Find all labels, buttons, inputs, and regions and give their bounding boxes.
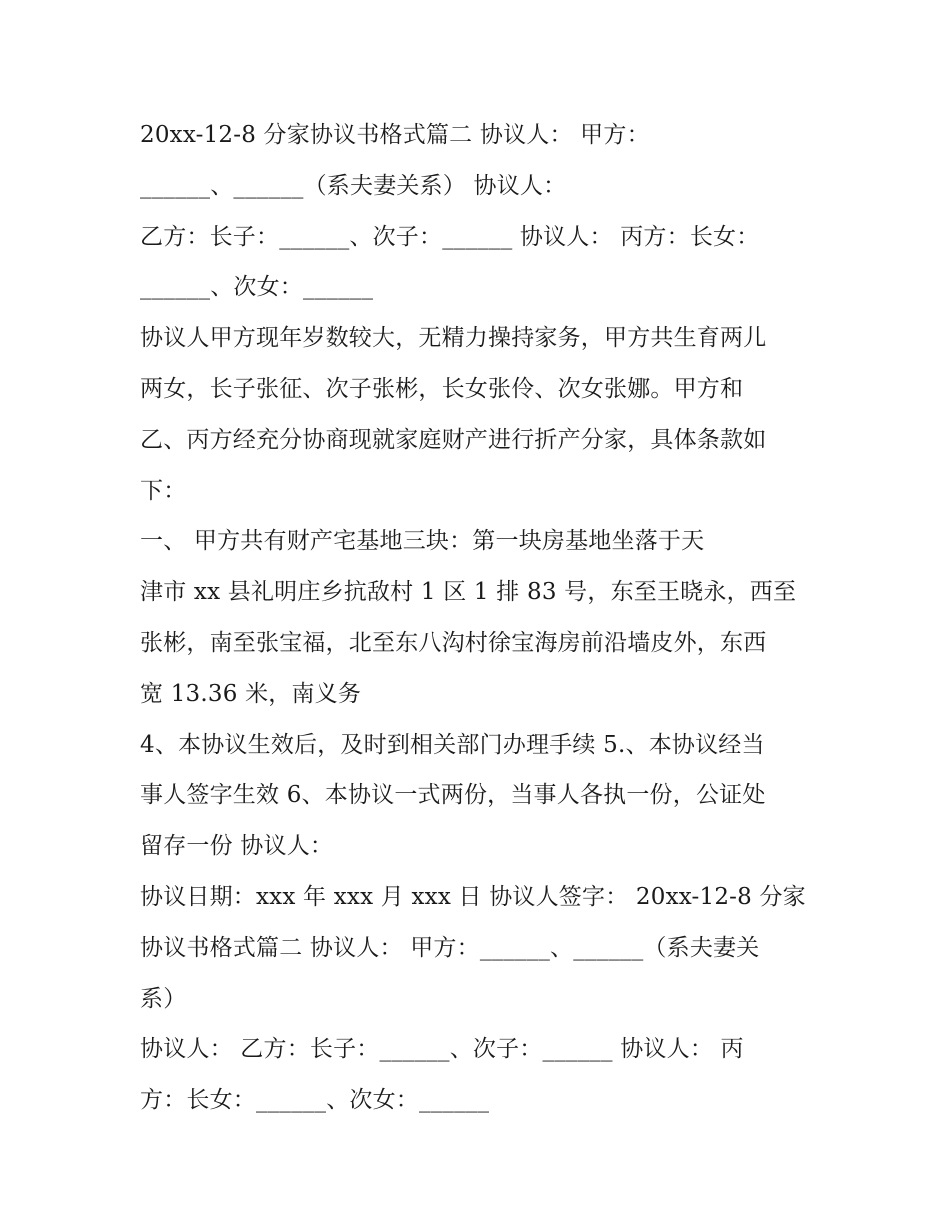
text-line: 事人签字生效 6、本协议一式两份，当事人各执一份，公证处 [140,782,766,809]
text-line: 协议人： 乙方：长子：______、次子：______ 协议人： 丙 [140,1036,744,1063]
text-line: 张彬，南至张宝福，北至东八沟村徐宝海房前沿墙皮外，东西 [140,629,767,656]
text-line: 下： [140,477,187,504]
text-line: 4、本协议生效后，及时到相关部门办理手续 5.、本协议经当 [140,731,765,758]
text-line: 方：长女：______、次女：______ [140,1087,490,1114]
text-line: 津市 xx 县礼明庄乡抗敌村 1 区 1 排 83 号，东至王晓永，西至 [140,579,797,606]
text-line: 乙方：长子：______、次子：______ 协议人： 丙方：长女： [140,223,760,250]
text-line: 宽 13.36 米，南义务 [140,680,362,707]
text-line: 留存一份 协议人： [140,833,334,860]
document-body [140,110,830,1126]
text-line: ______、______（系夫妻关系） 协议人： [140,172,567,199]
text-line: 20xx-12-8 分家协议书格式篇二 协议人： 甲方： [140,122,650,148]
text-line: 乙、丙方经充分协商现就家庭财产进行折产分家，具体条款如 [140,426,767,453]
text-line: 协议书格式篇二 协议人： 甲方：______、______（系夫妻关 [140,934,760,961]
text-line: 系） [140,985,187,1012]
text-line: 两女，长子张征、次子张彬，长女张伶、次女张娜。甲方和 [140,375,744,402]
text-line: 一、 甲方共有财产宅基地三块：第一块房基地坐落于天 [140,528,705,555]
text-line: 协议人甲方现年岁数较大，无精力操持家务，甲方共生育两儿 [140,325,767,352]
text-line: ______、次女：______ [140,274,374,301]
text-line: 协议日期：xxx 年 xxx 月 xxx 日 协议人签字： 20xx-12-8 分家 [140,883,806,910]
